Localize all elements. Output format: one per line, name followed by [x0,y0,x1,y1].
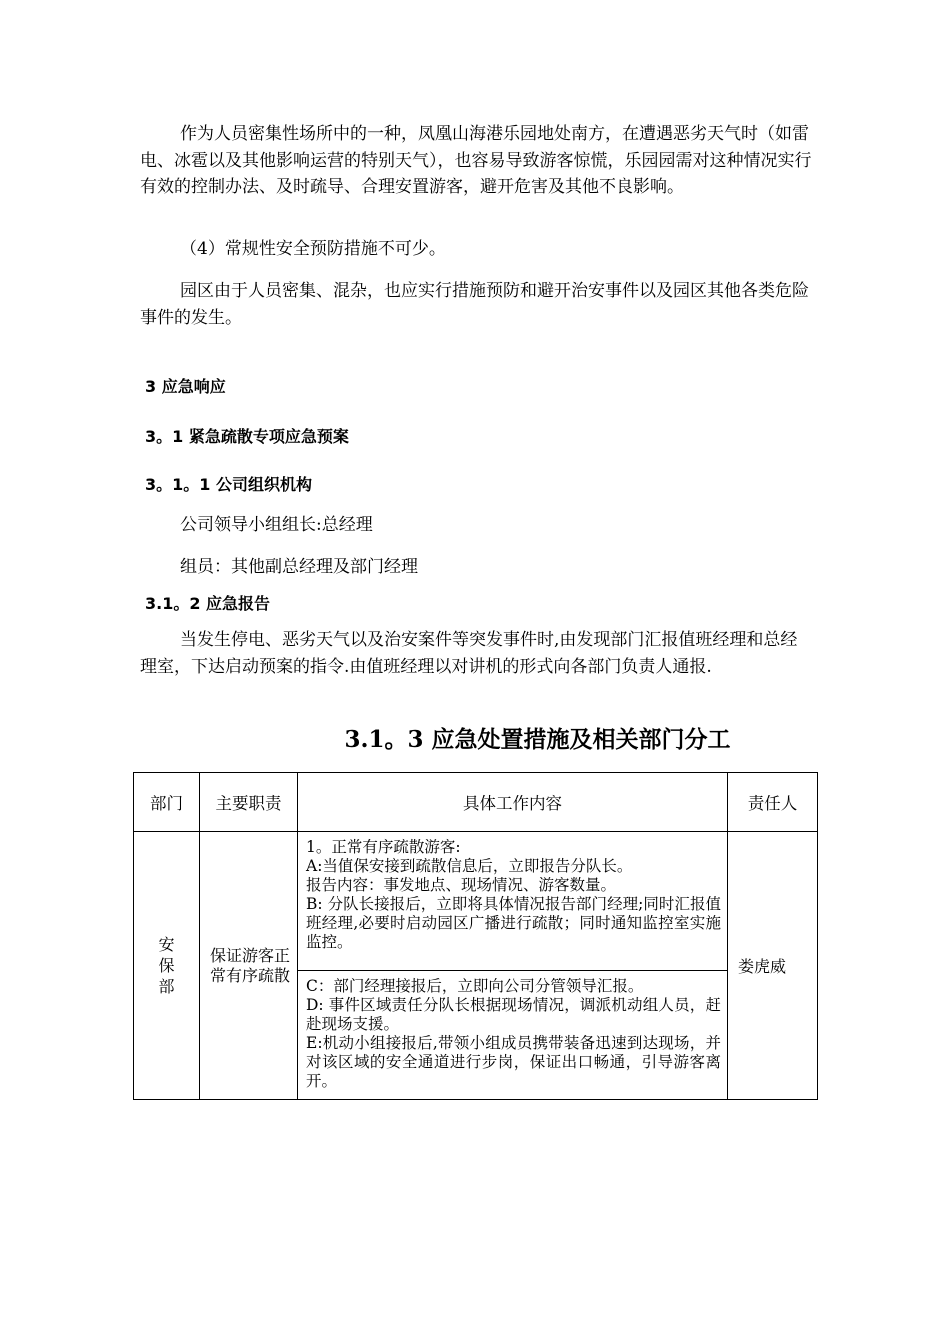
table-row [134,832,818,971]
table-header-row [134,773,818,832]
subsection-heading-emergency-report: 3.1。2 应急报告 [145,594,271,613]
section-heading-emergency-response: 3 应急响应 [145,377,226,396]
content-line: B: 分队长接报后，立即将具体情况报告部门经理;同时汇报值班经理,必要时启动园区广播进行疏散；同时通知监控室实施监控。 [306,895,721,951]
department-char: 安 [158,935,175,954]
paragraph-weather: 作为人员密集性场所中的一种，凤凰山海港乐园地处南方，在遭遇恶劣天气时（如雷电、冰雹以及其他影响运营的特别天气），也容易导致游客惊慌，乐园园需对这种情况实行有效的控制办法、及时疏导、合理安置游客，避开危害及其他不良影响。 [140,124,812,197]
content-line: A:当值保安接到疏散信息后，立即报告分队长。 [306,857,633,875]
cell-work-content-part2 [298,971,728,1100]
cell-work-content-part1 [298,832,728,971]
subsection-heading-evacuation-plan: 3。1 紧急疏散专项应急预案 [145,427,349,446]
content-line: D: 事件区域责任分队长根据现场情况，调派机动组人员，赶赴现场支援。 [306,996,721,1033]
header-department: 部门 [134,773,200,832]
cell-main-duty: 保证游客正常有序疏散 [200,832,298,1100]
header-work-content: 具体工作内容 [298,773,728,832]
department-char: 部 [158,977,175,996]
subsection-heading-organization: 3。1。1 公司组织机构 [145,475,312,494]
org-members-line: 组员：其他副总经理及部门经理 [180,557,418,577]
table-title: 3.1。3 应急处置措施及相关部门分工 [344,726,731,753]
org-leader-line: 公司领导小组组长:总经理 [180,515,373,535]
department-char: 保 [158,956,175,975]
content-line: C：部门经理接报后，立即向公司分管领导汇报。 [306,977,644,995]
header-responsible-person: 责任人 [728,773,818,832]
cell-department [134,832,200,1100]
content-line: 报告内容：事发地点、现场情况、游客数量。 [306,876,617,894]
responsibility-table [133,772,818,1100]
content-line: 1。正常有序疏散游客: [306,838,461,856]
content-line: E:机动小组接报后,带领小组成员携带装备迅速到达现场，并对该区域的安全通道进行步岗，保证出口畅通，引导游客离开。 [306,1034,721,1090]
cell-responsible-person: 娄虎威 [728,832,818,1100]
paragraph-park-security: 园区由于人员密集、混杂，也应实行措施预防和避开治安事件以及园区其他各类危险事件的发生。 [140,281,809,328]
header-main-duty: 主要职责 [200,773,298,832]
paragraph-safety-measures: （4）常规性安全预防措施不可少。 [180,239,446,259]
paragraph-emergency-report: 当发生停电、恶劣天气以及治安案件等突发事件时,由发现部门汇报值班经理和总经理室，下达启动预案的指令.由值班经理以对讲机的形式向各部门负责人通报. [140,630,798,677]
